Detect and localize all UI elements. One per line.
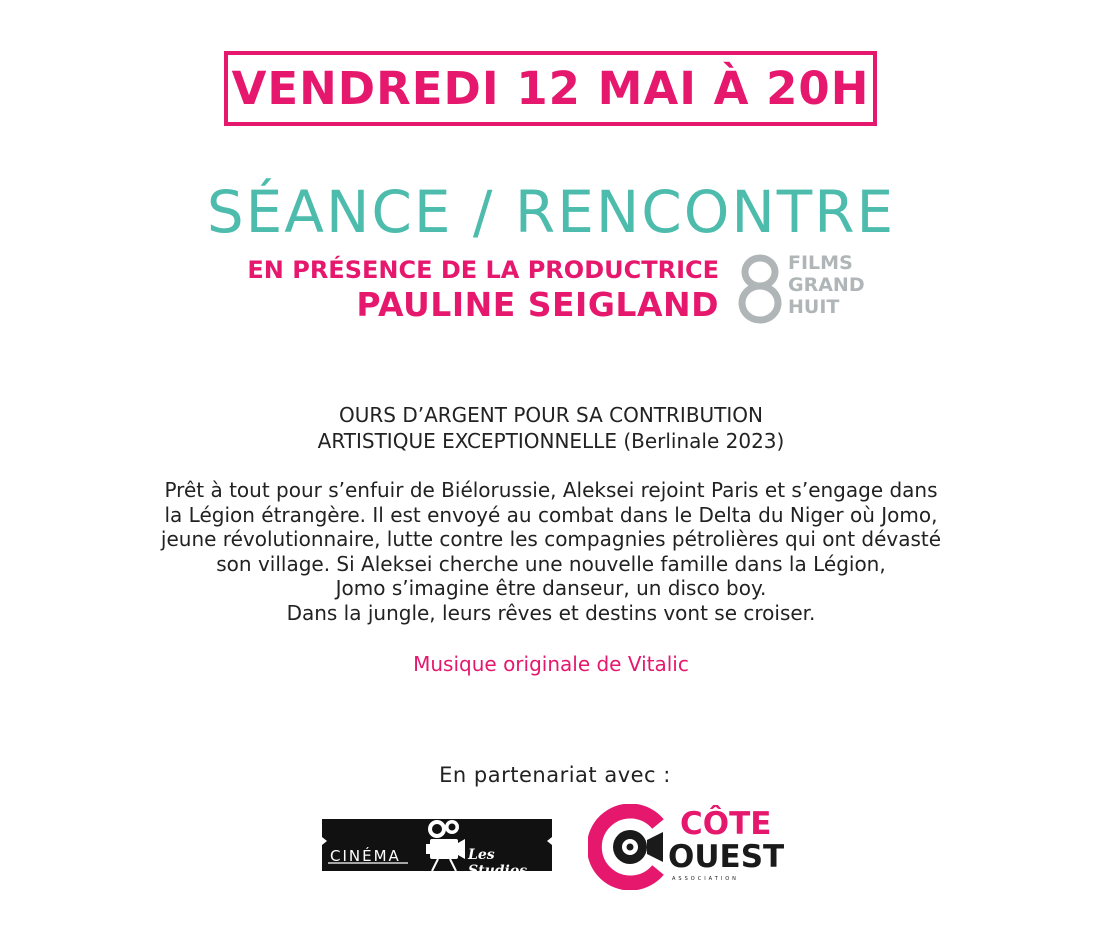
music-credit: Musique originale de Vitalic: [413, 652, 689, 676]
producer-logo-line: FILMS: [788, 252, 853, 274]
ouest-word: OUEST: [668, 839, 785, 875]
presence-line: EN PRÉSENCE DE LA PRODUCTRICE: [247, 256, 719, 284]
synopsis-line: la Légion étrangère. Il est envoyé au combat dans le Delta du Niger où Jomo,: [164, 502, 938, 527]
films-grand-huit-logo: [738, 254, 878, 324]
synopsis-line: jeune révolutionnaire, lutte contre les compagnies pétrolières qui ont dévasté: [160, 527, 942, 551]
producer-logo-text: [788, 252, 865, 318]
camera-c-icon: [588, 804, 674, 890]
cinema-les-studios-logo: [322, 815, 552, 879]
cinema-word: CINÉMA: [330, 847, 401, 865]
event-date: VENDREDI 12 MAI À 20H: [231, 62, 870, 115]
partnership-label: En partenariat avec :: [439, 763, 671, 787]
synopsis-line: Prêt à tout pour s’enfuir de Biélorussie, Aleksei rejoint Paris et s’engage dans: [164, 478, 938, 502]
synopsis-line: son village. Si Aleksei cherche une nouvelle famille dans la Légion,: [216, 551, 886, 576]
studios-word: Les Studios: [468, 847, 528, 879]
presence-block: [247, 255, 719, 325]
producer-name: PAULINE SEIGLAND: [356, 285, 719, 324]
figure-eight-icon: [738, 254, 782, 324]
producer-logo-line: GRAND: [788, 274, 865, 296]
award-line: ARTISTIQUE EXCEPTIONNELLE (Berlinale 2023): [317, 429, 785, 453]
producer-logo-line: HUIT: [788, 296, 840, 318]
cote-word: CÔTE: [680, 806, 772, 842]
event-title: SÉANCE / RENCONTRE: [206, 178, 896, 246]
association-word: ASSOCIATION: [672, 876, 739, 882]
synopsis-line: Dans la jungle, leurs rêves et destins vont se croiser.: [286, 600, 816, 625]
synopsis-line: Jomo s’imagine être danseur, un disco boy.: [335, 576, 767, 600]
award-line: OURS D’ARGENT POUR SA CONTRIBUTION: [339, 403, 763, 427]
date-banner: [224, 51, 877, 126]
award-text: [0, 402, 1102, 454]
synopsis: [0, 478, 1102, 625]
movie-camera-icon: [422, 817, 466, 873]
cote-ouest-logo: [588, 804, 788, 890]
